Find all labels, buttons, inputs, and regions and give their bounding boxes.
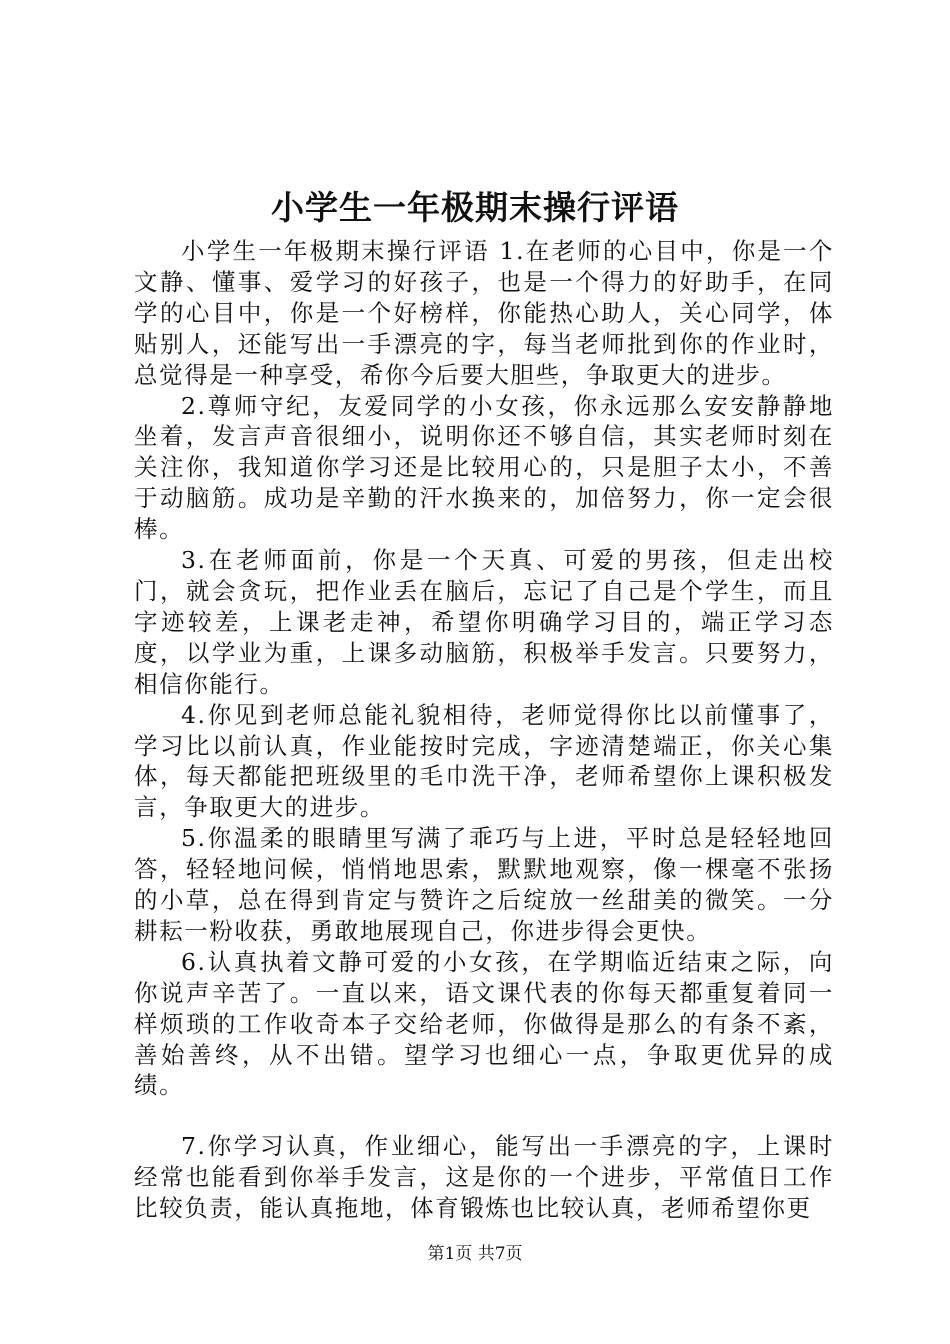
page-number-footer: 第1页 共7页 — [427, 1244, 523, 1264]
document-title: 小学生一年极期末操行评语 — [271, 188, 679, 227]
paragraph-2: 2.尊师守纪，友爱同学的小女孩，你永远那么安安静静地坐着，发言声音很细小，说明你还不够自信，其实老师时刻在关注你，我知道你学习还是比较用心的，只是胆子太小，不善于动脑筋。成功是辛勤的汗水换来的，加倍努力，你一定会很棒。 — [134, 391, 834, 544]
paragraph-5: 5.你温柔的眼睛里写满了乖巧与上进，平时总是轻轻地回答，轻轻地问候，悄悄地思索，默默地观察，像一棵毫不张扬的小草，总在得到肯定与赞许之后绽放一丝甜美的微笑。一分耕耘一粉收获，勇敢地展现自己，你进步得会更快。 — [134, 824, 834, 945]
document-body — [134, 236, 834, 1224]
paragraph-7: 7.你学习认真，作业细心，能写出一手漂亮的字，上课时经常也能看到你举手发言，这是你的一个进步，平常值日工作比较负责，能认真拖地，体育锻炼也比较认真，老师希望你更 — [134, 1132, 834, 1223]
paragraph-4: 4.你见到老师总能礼貌相待，老师觉得你比以前懂事了，学习比以前认真，作业能按时完成，字迹清楚端正，你关心集体，每天都能把班级里的毛巾洗干净，老师希望你上课积极发言，争取更大的进步。 — [134, 700, 834, 822]
paragraph-1: 小学生一年极期末操行评语 1.在老师的心目中，你是一个文静、懂事、爱学习的好孩子，也是一个得力的好助手，在同学的心目中，你是一个好榜样，你能热心助人，关心同学，体贴别人，还能写出一手漂亮的字，每当老师批到你的作业时，总觉得是一种享受，希你今后要大胆些，争取更大的进步。 — [134, 237, 834, 389]
paragraph-6: 6.认真执着文静可爱的小女孩，在学期临近结束之际，向你说声辛苦了。一直以来，语文课代表的你每天都重复着同一样烦琐的工作收奇本子交给老师，你做得是那么的有条不紊，善始善终，从不出错。望学习也细心一点，争取更优异的成绩。 — [134, 947, 834, 1100]
paragraph-3: 3.在老师面前，你是一个天真、可爱的男孩，但走出校门，就会贪玩，把作业丢在脑后，忘记了自己是个学生，而且字迹较差，上课老走神，希望你明确学习目的，端正学习态度，以学业为重，上课多动脑筋，积极举手发言。只要努力，相信你能行。 — [134, 546, 834, 698]
